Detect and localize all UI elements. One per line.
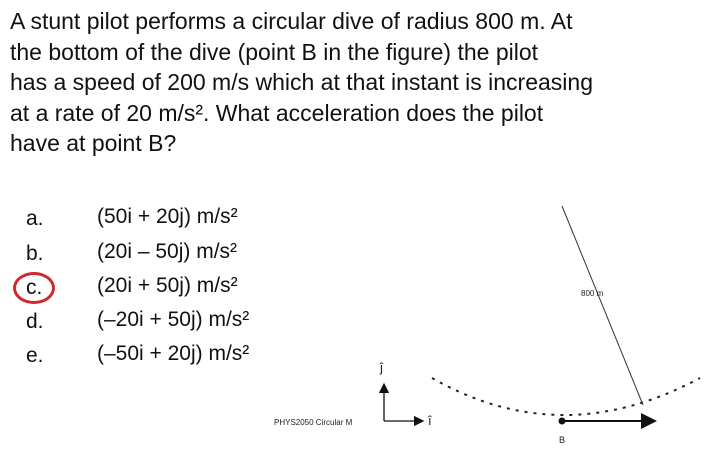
option-a-text: (50i + 20j) m/s² [97,205,238,228]
question-line: A stunt pilot performs a circular dive of radius 800 m. At [10,8,573,34]
question-line: has a speed of 200 m/s which at that instant is increasing [10,69,593,95]
watermark-text: PHYS2050 Circular M [274,418,353,427]
radius-label: 800 m [581,289,604,298]
option-d-text: (–20i + 50j) m/s² [97,308,250,331]
dive-path-dashed-arc [432,378,700,415]
unit-j-label: ĵ [380,360,383,375]
question-line: at a rate of 20 m/s². What acceleration does the pilot [10,99,544,126]
unit-i-label: î [428,413,432,428]
question-line: the bottom of the dive (point B in the figure) the pilot [10,38,539,65]
option-a-letter: a. [26,207,44,230]
option-b-text: (20i – 50j) m/s² [97,240,238,263]
question-line: have at point B? [10,130,177,156]
option-b-letter: b. [26,242,44,265]
point-b-label: B [559,435,566,445]
option-e-letter: e. [26,344,44,367]
radius-line [562,206,643,405]
option-c-letter: c. [26,276,43,299]
option-c-text: (20i + 50j) m/s² [97,274,238,297]
point-b-dot [559,418,566,425]
option-d-letter: d. [26,310,44,333]
option-e-text: (–50i + 20j) m/s² [97,342,250,365]
